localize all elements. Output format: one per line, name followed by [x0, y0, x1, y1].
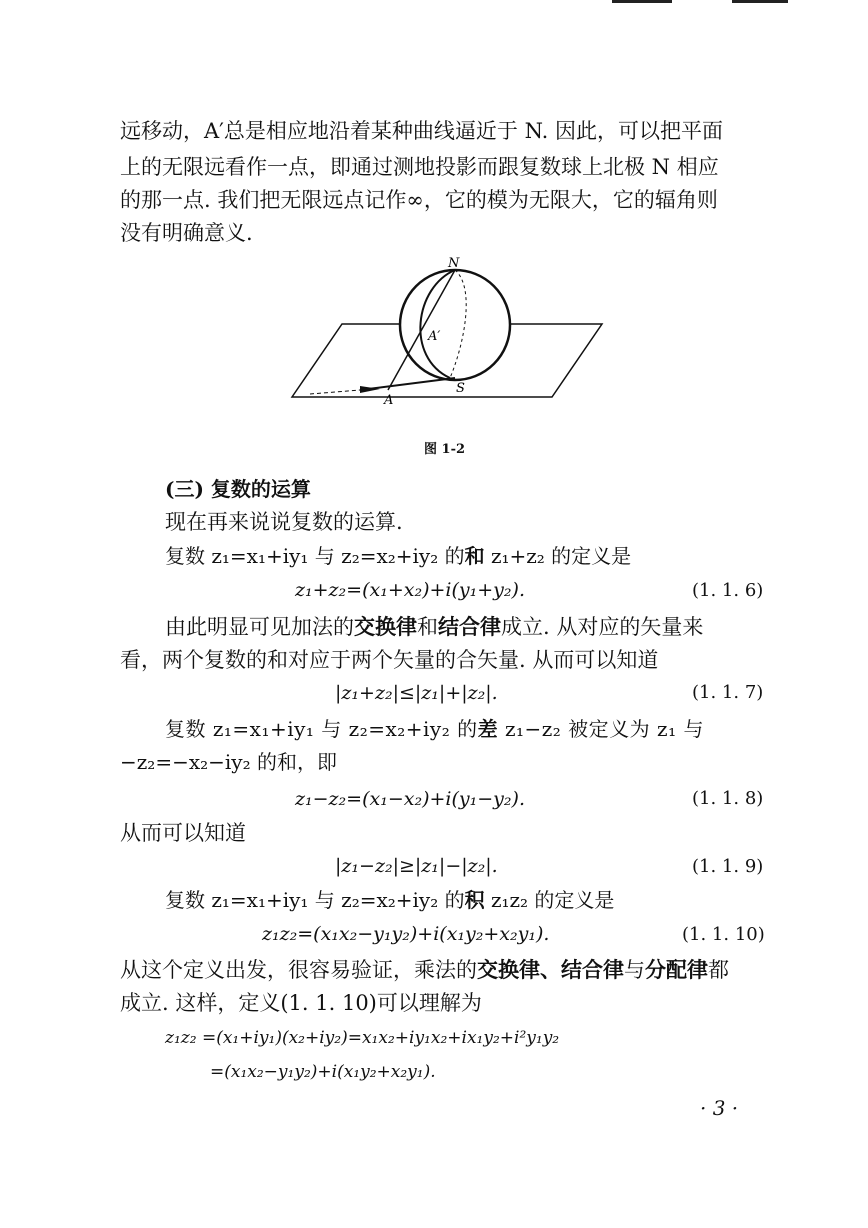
distributive-term: 分配律	[645, 957, 708, 982]
page-number: · 3 ·	[700, 1096, 739, 1120]
figure-stereographic-projection	[280, 252, 620, 412]
equation-expansion-2: =(x₁x₂−y₁y₂)+i(x₁y₂+x₂y₁).	[210, 1062, 436, 1082]
equation-expansion-1: z₁z₂ =(x₁+iy₁)(x₂+iy₂)=x₁x₂+iy₁x₂+ix₁y₂+i²y₁y₂	[165, 1028, 560, 1048]
commutative-line-2: 看，两个复数的和对应于两个矢量的合矢量. 从而可以知道	[120, 648, 659, 672]
equation-number-1-1-8: (1. 1. 8)	[692, 788, 764, 809]
multiplication-line-2: 成立. 这样，定义(1. 1. 10)可以理解为	[120, 991, 482, 1015]
paragraph-line-2: 上的无限远看作一点，即通过测地投影而跟复数球上北极 N 相应	[120, 155, 719, 179]
equation-1-1-7: |z₁+z₂|≤|z₁|+|z₂|.	[335, 682, 498, 704]
label-S: S	[456, 381, 465, 396]
laws-p3: 、	[540, 957, 561, 982]
equation-number-1-1-9: (1. 1. 9)	[692, 856, 764, 877]
subtraction-know: 从而可以知道	[120, 821, 246, 845]
label-A-prime: A′	[428, 329, 441, 344]
addition-text-a: 复数 z₁=x₁+iy₁ 与 z₂=x₂+iy₂ 的	[165, 544, 465, 568]
multiplication-text-a: 复数 z₁=x₁+iy₁ 与 z₂=x₂+iy₂ 的	[165, 888, 465, 912]
paragraph-line-4: 没有明确意义.	[120, 221, 253, 245]
top-rule-left	[612, 0, 672, 3]
mult-commutative-term: 交换律	[477, 957, 540, 982]
difference-term: 差	[477, 717, 499, 741]
mult-associative-term: 结合律	[561, 957, 624, 982]
paragraph-line-1: 远移动，A′总是相应地沿着某种曲线逼近于 N. 因此，可以把平面	[120, 119, 723, 143]
product-term: 积	[464, 888, 485, 912]
addition-text-c: z₁+z₂ 的定义是	[484, 544, 632, 568]
laws-p1: 从这个定义出发，很容易验证，乘法的	[120, 958, 477, 982]
equation-number-1-1-7: (1. 1. 7)	[692, 682, 764, 703]
multiplication-laws	[120, 955, 729, 985]
laws-p7: 都	[708, 958, 729, 982]
subtraction-text-a: 复数 z₁=x₁+iy₁ 与 z₂=x₂+iy₂ 的	[165, 717, 478, 741]
label-N: N	[448, 256, 460, 271]
equation-number-1-1-10: (1. 1. 10)	[682, 924, 765, 945]
commutative-t5: 成立. 从对应的矢量来	[501, 615, 704, 639]
subtraction-definition	[165, 714, 704, 744]
section-title: (三) 复数的运算	[165, 477, 311, 501]
label-A: A	[384, 393, 394, 408]
multiplication-text-c: z₁z₂ 的定义是	[484, 888, 615, 912]
associative-law-term: 结合律	[438, 614, 501, 639]
multiplication-definition	[165, 885, 614, 915]
intro-text: 现在再来说说复数的运算.	[165, 510, 403, 534]
commutative-text	[165, 612, 703, 642]
figure-caption: 图 1-2	[424, 442, 466, 457]
arrow-line	[310, 390, 360, 394]
paragraph-line-3: 的那一点. 我们把无限远点记作∞，它的模为无限大，它的辐角则	[120, 188, 718, 212]
equation-number-1-1-6: (1. 1. 6)	[692, 580, 764, 601]
equation-1-1-6: z₁+z₂=(x₁+x₂)+i(y₁+y₂).	[295, 579, 525, 601]
commutative-law-term: 交换律	[354, 614, 417, 639]
addition-term: 和	[464, 544, 485, 568]
top-rule-right	[732, 0, 788, 3]
equation-1-1-9: |z₁−z₂|≥|z₁|−|z₂|.	[335, 855, 498, 877]
equation-1-1-8: z₁−z₂=(x₁−x₂)+i(y₁−y₂).	[295, 788, 525, 810]
commutative-t1: 由此明显可见加法的	[165, 615, 354, 639]
subtraction-line-2: −z₂=−x₂−iy₂ 的和，即	[120, 750, 337, 774]
commutative-t3: 和	[417, 615, 438, 639]
laws-p5: 与	[624, 958, 645, 982]
addition-definition	[165, 541, 631, 571]
equation-1-1-10: z₁z₂=(x₁x₂−y₁y₂)+i(x₁y₂+x₂y₁).	[262, 923, 550, 945]
subtraction-text-c: z₁−z₂ 被定义为 z₁ 与	[498, 717, 704, 741]
